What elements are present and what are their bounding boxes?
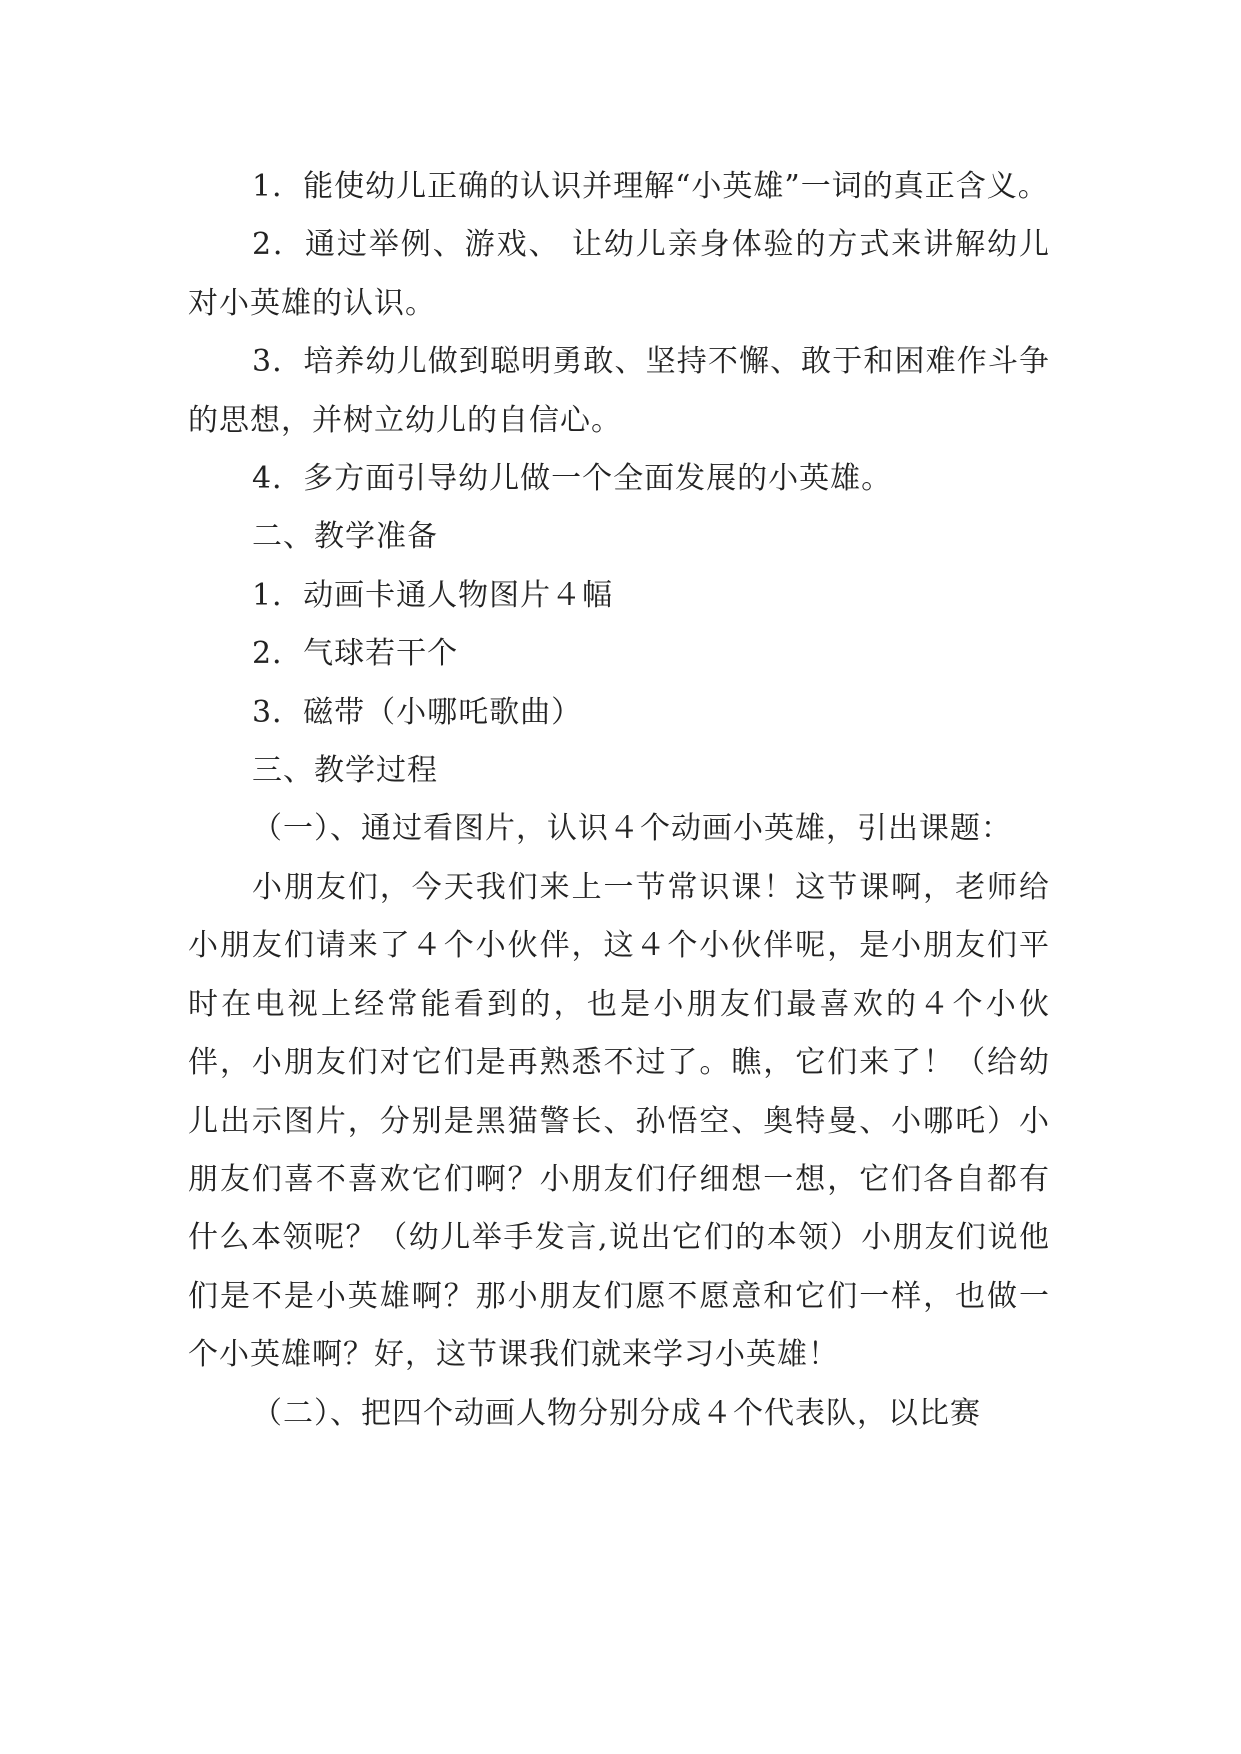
preparation-item-2: 2．气球若干个 [252, 636, 459, 672]
process-step-2-heading: （二）、把四个动画人物分别分成４个代表队，以比赛 [252, 1395, 981, 1431]
section-heading-process: 三、教学过程 [252, 753, 438, 789]
section-heading-preparation: 二、教学准备 [252, 519, 438, 555]
preparation-item-3: 3．磁带（小哪吒歌曲） [252, 694, 583, 730]
preparation-item-1: 1．动画卡通人物图片４幅 [252, 577, 614, 613]
paragraph-goal-4: 4．多方面引导幼儿做一个全面发展的小英雄。 [252, 461, 893, 497]
paragraph-goal-2: 2．通过举例、游戏、 让幼儿亲身体验的方式来讲解幼儿对小英雄的认识。 [188, 227, 1050, 321]
paragraph-goal-3: 3．培养幼儿做到聪明勇敢、坚持不懈、敢于和困难作斗争的思想，并树立幼儿的自信心。 [188, 344, 1050, 438]
process-step-1-body: 小朋友们，今天我们来上一节常识课！这节课啊，老师给小朋友们请来了４个小伙伴，这４个小伙伴呢，是小朋友们平时在电视上经常能看到的，也是小朋友们最喜欢的４个小伙伴，小朋友们对它们是再熟悉不过了。瞧，它们来了！（给幼儿出示图片，分别是黑猫警长、孙悟空、奥特曼、小哪吒）小朋友们喜不喜欢它们啊？小朋友们仔细想一想，它们各自都有什么本领呢？（幼儿举手发言,说出它们的本领）小朋友们说他们是不是小英雄啊？那小朋友们愿不愿意和它们一样，也做一个小英雄啊？好，这节课我们就来学习小英雄！ [188, 869, 1050, 1373]
document-body [188, 158, 1050, 1443]
process-step-1-heading: （一）、通过看图片，认识４个动画小英雄，引出课题： [252, 811, 1012, 847]
paragraph-goal-1: 1．能使幼儿正确的认识并理解“小英雄”一词的真正含义。 [252, 169, 1049, 204]
